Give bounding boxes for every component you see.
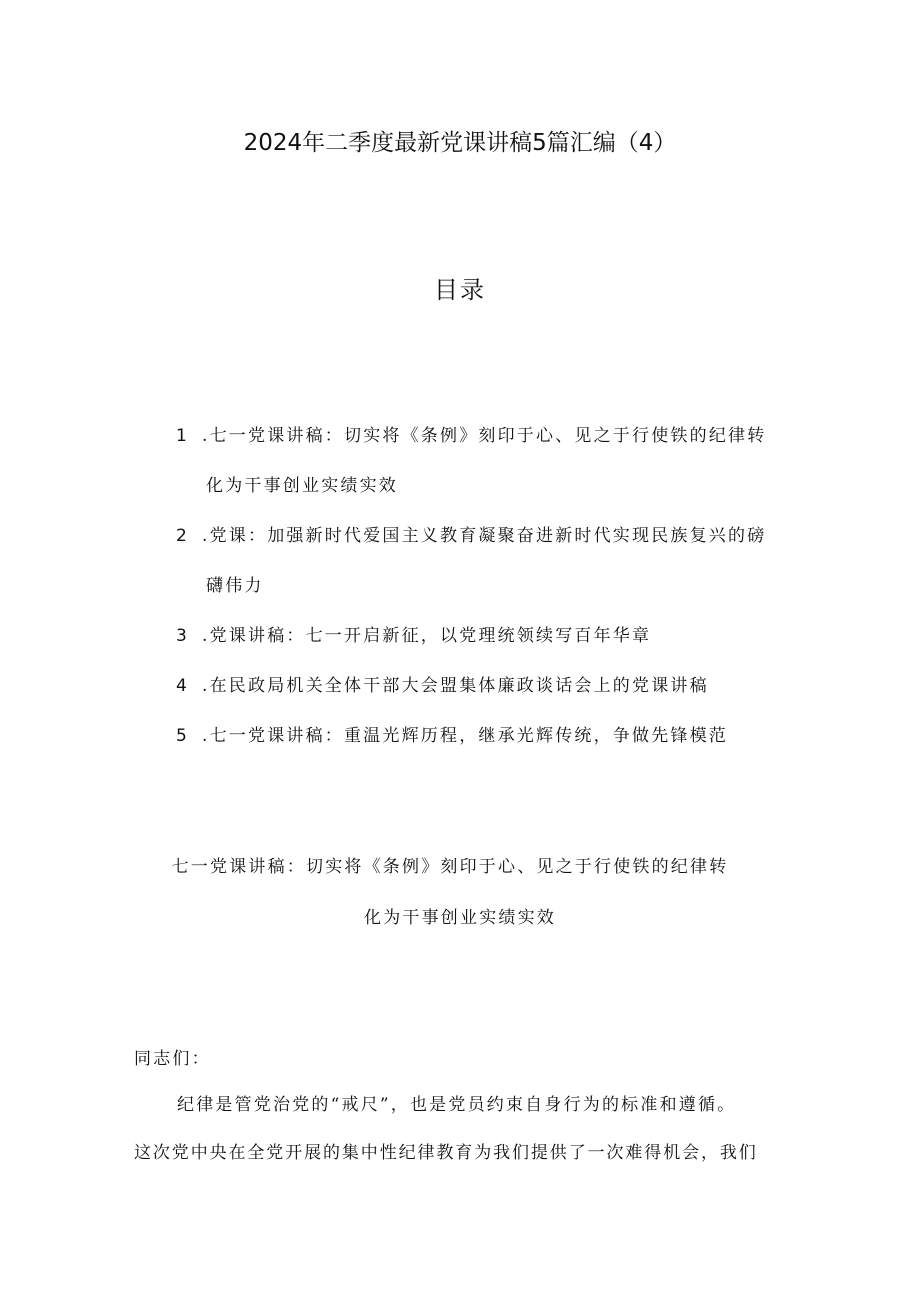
toc-item-2 [176, 511, 816, 611]
toc-item-1 [176, 411, 816, 511]
toc-heading: 目录 [434, 276, 486, 304]
toc-item-text-continued: 礴伟力 [206, 576, 264, 596]
toc-item-3 [176, 611, 816, 661]
toc-item-number: 5 [176, 726, 190, 746]
toc-item-4 [176, 661, 816, 711]
toc-item-text: .在民政局机关全体干部大会盟集体廉政谈话会上的党课讲稿 [202, 676, 709, 696]
toc-item-number: 2 [176, 526, 190, 546]
toc-item-text: .七一党课讲稿：切实将《条例》刻印于心、见之于行使铁的纪律转 [202, 426, 767, 446]
section-title-line-1: 七一党课讲稿：切实将《条例》刻印于心、见之于行使铁的纪律转 [171, 857, 729, 877]
toc-item-text: .党课：加强新时代爱国主义教育凝聚奋进新时代实现民族复兴的磅 [202, 526, 767, 546]
toc-item-text: .七一党课讲稿：重温光辉历程，继承光辉传统，争做先锋模范 [202, 726, 729, 746]
paragraph-line-1: 纪律是管党治党的“戒尺”，也是党员约束自身行为的标准和遵循。 [177, 1095, 737, 1115]
toc-item-number: 4 [176, 676, 190, 696]
paragraph-line-2: 这次党中央在全党开展的集中性纪律教育为我们提供了一次难得机会，我们 [134, 1143, 758, 1163]
toc-item-number: 1 [176, 426, 190, 446]
toc-item-text-continued: 化为干事创业实绩实效 [206, 476, 398, 496]
section-title-line-2: 化为干事创业实绩实效 [364, 908, 556, 928]
greeting: 同志们： [134, 1049, 211, 1069]
toc-item-text: .党课讲稿：七一开启新征，以党理统领续写百年华章 [202, 626, 652, 646]
table-of-contents [176, 411, 816, 761]
toc-item-5 [176, 711, 816, 761]
document-title: 2024年二季度最新党课讲稿5篇汇编（4） [243, 130, 677, 156]
toc-item-number: 3 [176, 626, 190, 646]
